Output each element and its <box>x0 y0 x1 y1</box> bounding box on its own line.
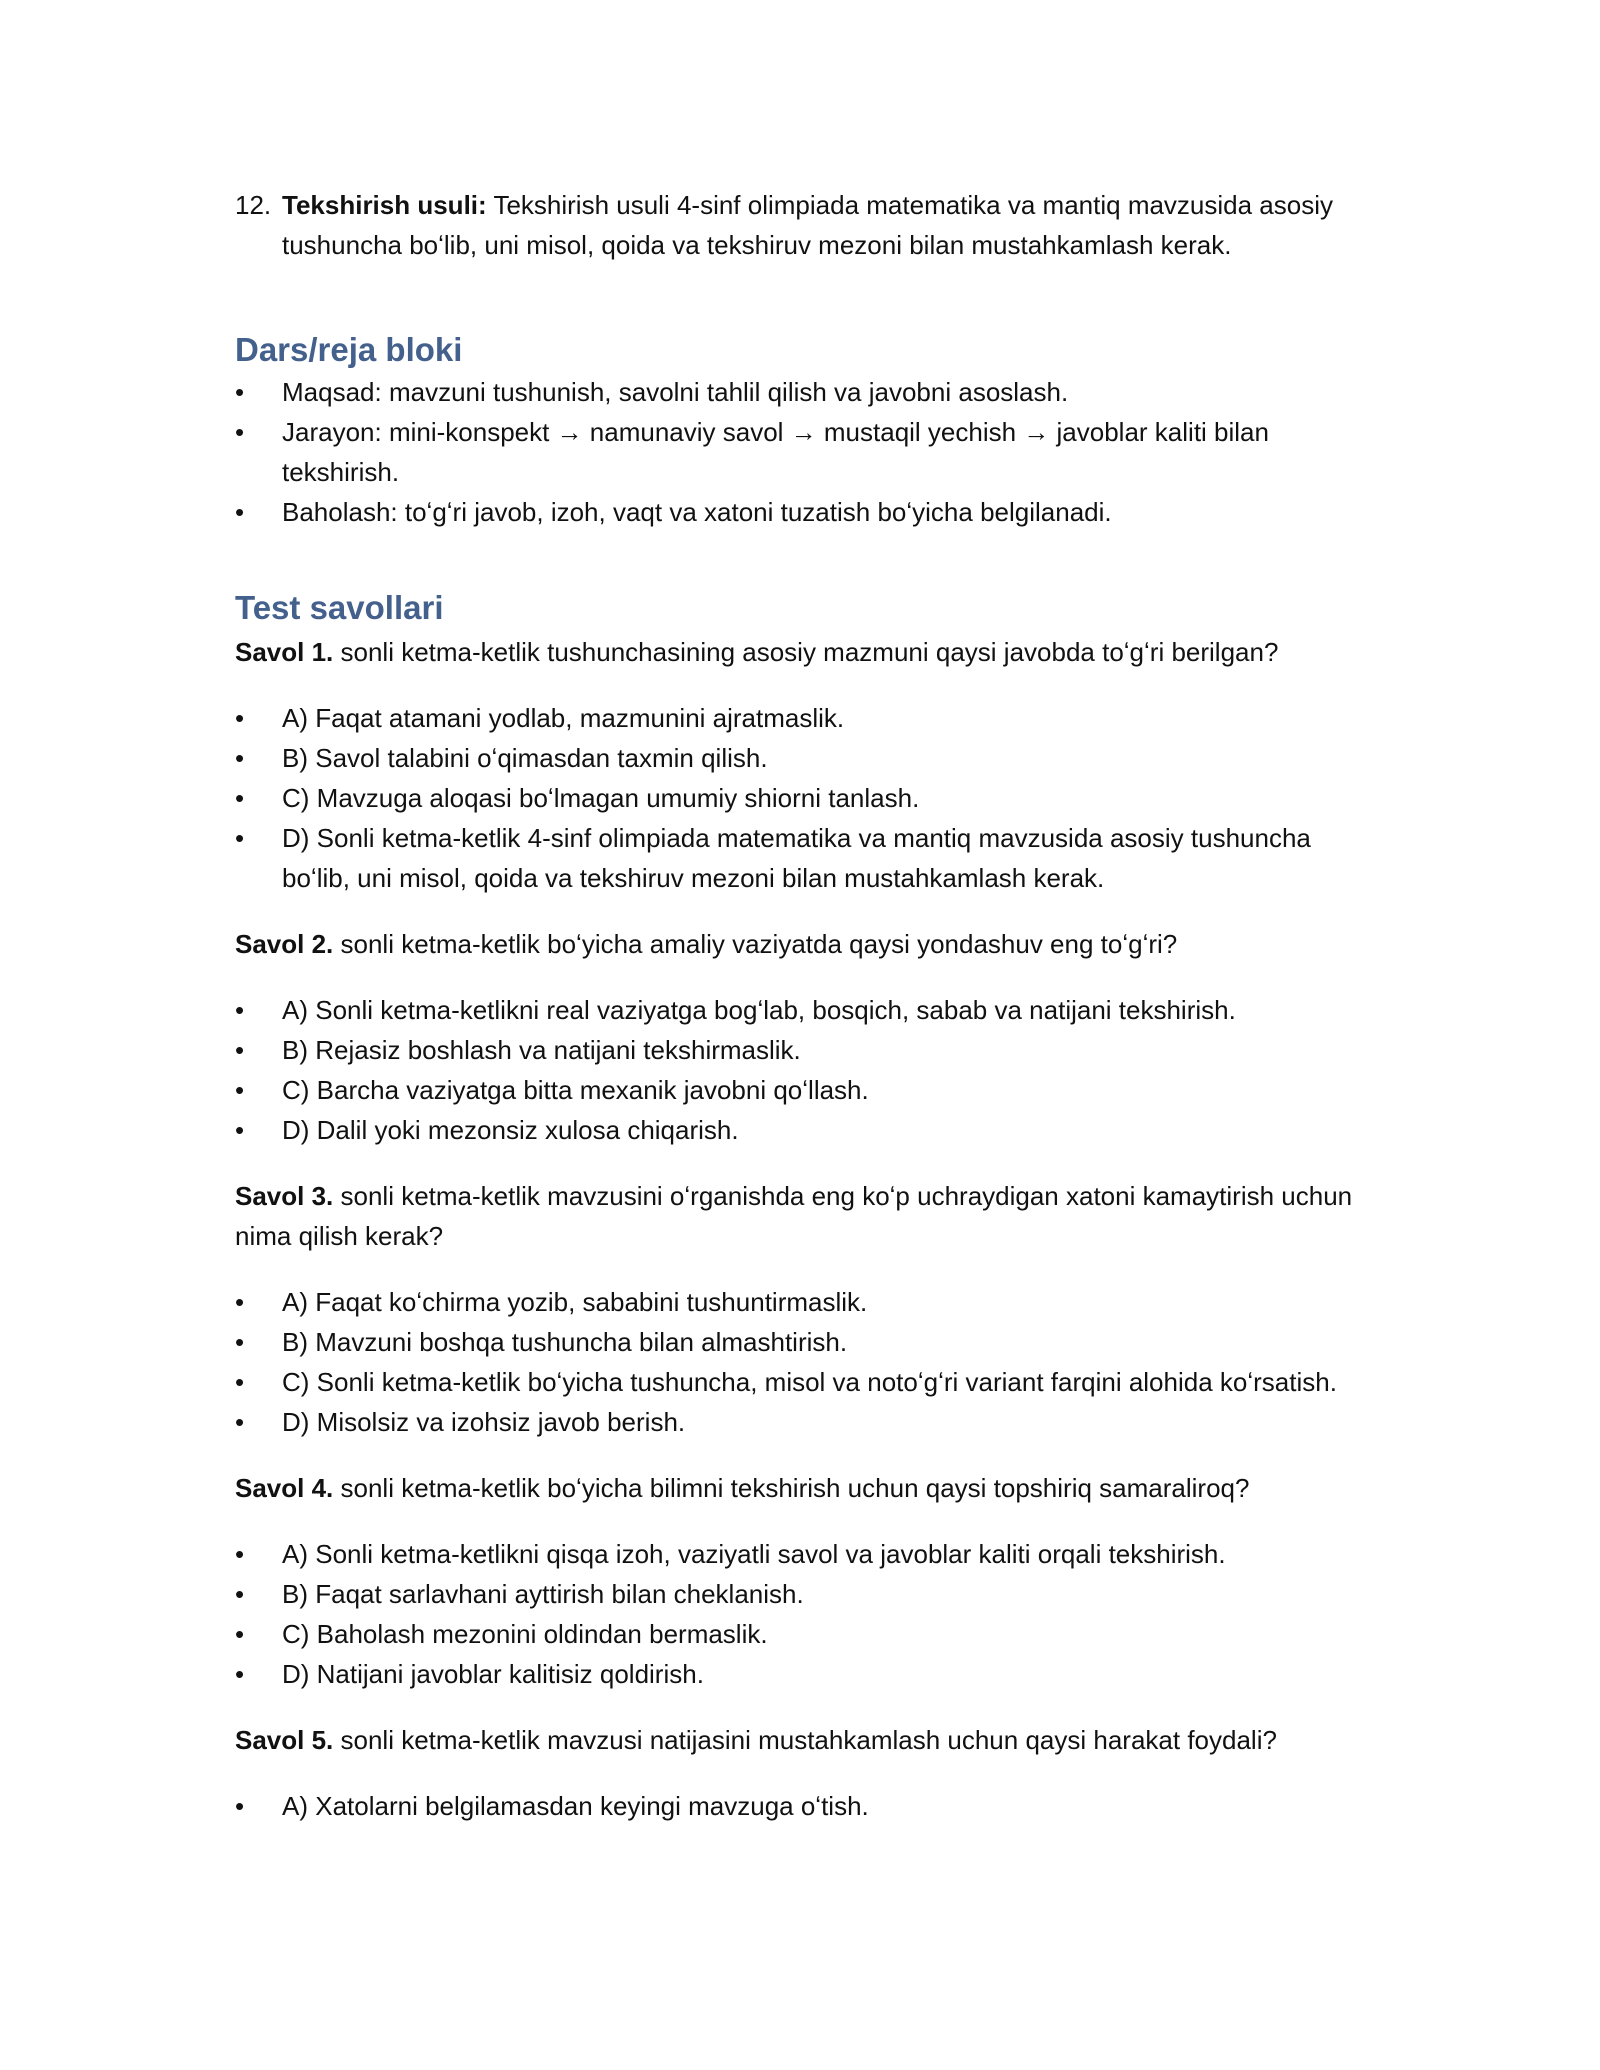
question-4-options <box>235 1534 1375 1694</box>
question-label: Savol 3. <box>235 1181 334 1211</box>
option-a: • A) Xatolarni belgilamasdan keyingi mavzuga oʻtish. <box>235 1786 1375 1826</box>
option-c: • C) Sonli ketma-ketlik boʻyicha tushuncha, misol va notoʻgʻri variant farqini alohida koʻrsatish. <box>235 1362 1375 1402</box>
question-2-options <box>235 990 1375 1150</box>
question-1 <box>235 632 1375 672</box>
question-5-options <box>235 1786 1375 1826</box>
question-text: sonli ketma-ketlik boʻyicha amaliy vaziyatda qaysi yondashuv eng toʻgʻri? <box>333 929 1178 959</box>
option-a: • A) Sonli ketma-ketlikni real vaziyatga bogʻlab, bosqich, sabab va natijani tekshirish. <box>235 990 1375 1030</box>
question-4 <box>235 1468 1375 1508</box>
question-2 <box>235 924 1375 964</box>
option-c: • C) Mavzuga aloqasi boʻlmagan umumiy shiorni tanlash. <box>235 778 1375 818</box>
option-a: • A) Faqat koʻchirma yozib, sababini tushuntirmaslik. <box>235 1282 1375 1322</box>
option-b: • B) Faqat sarlavhani ayttirish bilan cheklanish. <box>235 1574 1375 1614</box>
question-text: sonli ketma-ketlik mavzusi natijasini mustahkamlash uchun qaysi harakat foydali? <box>333 1725 1277 1755</box>
numbered-item-12 <box>235 185 1375 265</box>
option-d: • D) Misolsiz va izohsiz javob berish. <box>235 1402 1375 1442</box>
option-d: • D) Dalil yoki mezonsiz xulosa chiqarish. <box>235 1110 1375 1150</box>
question-label: Savol 1. <box>235 637 334 667</box>
item-body <box>282 185 1375 265</box>
question-text: sonli ketma-ketlik mavzusini oʻrganishda eng koʻp uchraydigan xatoni kamaytirish uchun nima qilish kerak? <box>235 1181 1353 1251</box>
option-c: • C) Baholash mezonini oldindan bermaslik. <box>235 1614 1375 1654</box>
section-heading-dars-reja: Dars/reja bloki <box>235 331 463 368</box>
dars-reja-list <box>235 372 1375 532</box>
option-c: • C) Barcha vaziyatga bitta mexanik javobni qoʻllash. <box>235 1070 1375 1110</box>
question-1-options <box>235 698 1375 898</box>
list-item: • Maqsad: mavzuni tushunish, savolni tahlil qilish va javobni asoslash. <box>235 372 1375 412</box>
list-item: • Baholash: toʻgʻri javob, izoh, vaqt va xatoni tuzatish boʻyicha belgilanadi. <box>235 492 1375 532</box>
question-label: Savol 5. <box>235 1725 334 1755</box>
question-3 <box>235 1176 1375 1256</box>
document-page <box>235 185 1375 1826</box>
question-text: sonli ketma-ketlik boʻyicha bilimni tekshirish uchun qaysi topshiriq samaraliroq? <box>333 1473 1250 1503</box>
item-label: Tekshirish usuli: <box>282 190 487 220</box>
option-d: • D) Sonli ketma-ketlik 4-sinf olimpiada matematika va mantiq mavzusida asosiy tushuncha boʻlib, uni misol, qoida va tekshiruv mezoni bilan mustahkamlash kerak. <box>235 818 1375 898</box>
option-b: • B) Savol talabini oʻqimasdan taxmin qilish. <box>235 738 1375 778</box>
option-b: • B) Rejasiz boshlash va natijani tekshirmaslik. <box>235 1030 1375 1070</box>
option-a: • A) Sonli ketma-ketlikni qisqa izoh, vaziyatli savol va javoblar kaliti orqali tekshirish. <box>235 1534 1375 1574</box>
question-label: Savol 4. <box>235 1473 334 1503</box>
item-text: Tekshirish usuli 4-sinf olimpiada matematika va mantiq mavzusida asosiy tushuncha boʻlib, uni misol, qoida va tekshiruv mezoni bilan mustahkamlash kerak. <box>282 190 1334 260</box>
option-a: • A) Faqat atamani yodlab, mazmunini ajratmaslik. <box>235 698 1375 738</box>
question-label: Savol 2. <box>235 929 334 959</box>
question-text: sonli ketma-ketlik tushunchasining asosiy mazmuni qaysi javobda toʻgʻri berilgan? <box>333 637 1279 667</box>
question-3-options <box>235 1282 1375 1442</box>
question-5 <box>235 1720 1375 1760</box>
list-item: • Jarayon: mini-konspekt → namunaviy savol → mustaqil yechish → javoblar kaliti bilan tekshirish. <box>235 412 1375 492</box>
item-number: 12. <box>235 190 272 220</box>
option-b: • B) Mavzuni boshqa tushuncha bilan almashtirish. <box>235 1322 1375 1362</box>
option-d: • D) Natijani javoblar kalitisiz qoldirish. <box>235 1654 1375 1694</box>
section-heading-test-savollari: Test savollari <box>235 589 444 626</box>
